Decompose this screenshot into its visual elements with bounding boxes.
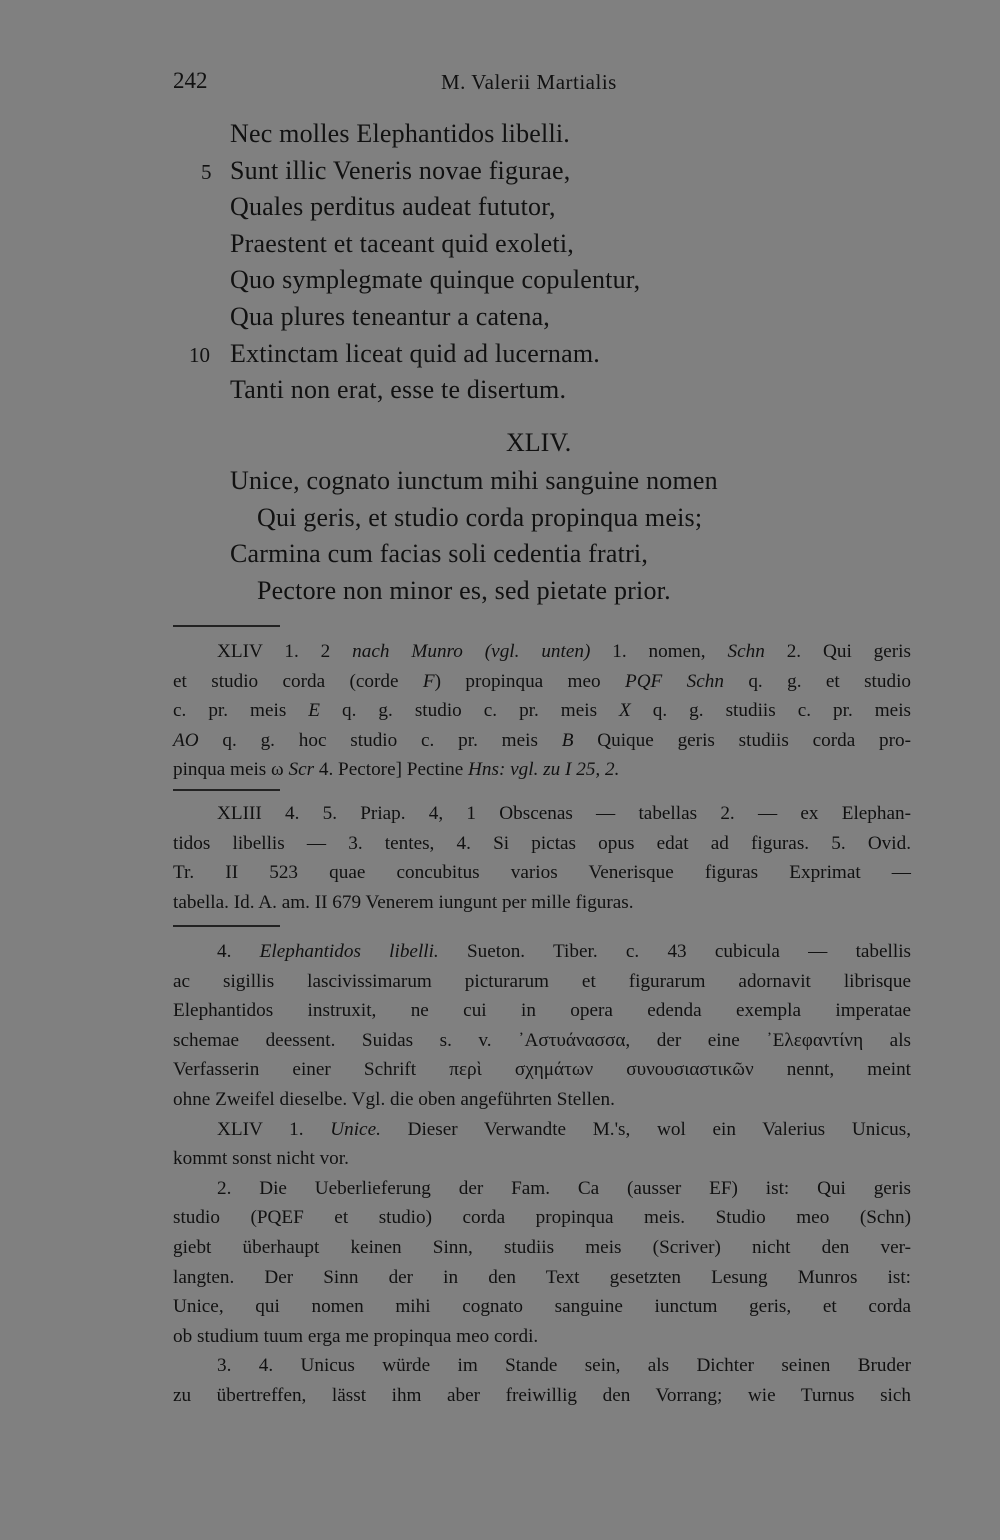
italic-span: Unice. bbox=[330, 1118, 381, 1140]
text-line: tabella. Id. A. am. II 679 Venerem iungunt per mille figuras. bbox=[173, 891, 634, 913]
text-line: Tr. II 523 quae concubitus varios Venerisque figuras Exprimat — bbox=[173, 862, 911, 884]
italic-span: X bbox=[619, 700, 631, 722]
italic-span: F bbox=[422, 670, 435, 692]
parallel-passages bbox=[173, 799, 911, 917]
text-line: c. pr. meis E q. g. studio c. pr. meis X q. g. studiis c. pr. meis bbox=[173, 700, 911, 722]
text-line: Elephantidos instruxit, ne cui in opera edenda exempla imperatae bbox=[173, 1000, 911, 1022]
text-line: ob studium tuum erga me propinqua meo cordi. bbox=[173, 1325, 539, 1347]
italic-span: AO bbox=[173, 729, 199, 751]
italic-span: E bbox=[308, 700, 321, 722]
verse-line: Tanti non erat, esse te disertum. bbox=[230, 375, 567, 405]
text-line: Unice, qui nomen mihi cognato sanguine iunctum geris, et corda bbox=[173, 1296, 911, 1318]
text-line: XLIII 4. 5. Priap. 4, 1 Obscenas — tabellas 2. — ex Elephan- bbox=[217, 803, 911, 824]
verse-line: Unice, cognato iunctum mihi sanguine nomen bbox=[230, 466, 718, 495]
text-line: pinqua meis ω Scr 4. Pectore] Pectine Hns: vgl. zu I 25, 2. bbox=[173, 759, 620, 781]
text-line: tidos libellis — 3. tentes, 4. Si pictas opus edat ad figuras. 5. Ovid. bbox=[173, 832, 911, 854]
verse-line: Quo symplegmate quinque copulentur, bbox=[230, 265, 641, 295]
critical-apparatus bbox=[173, 637, 911, 785]
page-number: 242 bbox=[173, 68, 208, 93]
text-line: XLIV 1. Unice. Dieser Verwandte M.'s, wol ein Valerius Unicus, bbox=[217, 1118, 911, 1140]
text-line: et studio corda (corde F) propinqua meo PQF Schn q. g. et studio bbox=[173, 670, 911, 692]
text-line: zu übertreffen, lässt ihm aber freiwillig den Vorrang; wie Turnus sich bbox=[173, 1384, 911, 1406]
italic-span: Elephantidos libelli. bbox=[259, 941, 439, 962]
text-line: 3. 4. Unicus würde im Stande sein, als Dichter seinen Bruder bbox=[217, 1355, 911, 1377]
italic-span: Scr bbox=[288, 759, 315, 781]
text-line: ohne Zweifel dieselbe. Vgl. die oben angeführten Stellen. bbox=[173, 1088, 615, 1110]
line-number: 10 bbox=[189, 342, 210, 367]
verse-line: Quales perditus audeat fututor, bbox=[230, 192, 556, 222]
running-title: M. Valerii Martialis bbox=[441, 70, 617, 94]
section-rule bbox=[173, 625, 280, 627]
verse-line: Praestent et taceant quid exoleti, bbox=[230, 228, 574, 258]
verse-line: Pectore non minor es, sed pietate prior. bbox=[257, 575, 671, 605]
italic-span: nach Munro (vgl. unten) bbox=[352, 641, 591, 662]
poem-xliv-title: XLIV. bbox=[506, 428, 572, 457]
text-line: Verfasserin einer Schrift περὶ σχημάτων συνουσιαστικῶν nennt, meint bbox=[173, 1059, 911, 1081]
verse-line: Qua plures teneantur a catena, bbox=[230, 302, 551, 331]
commentary bbox=[173, 937, 911, 1411]
text-line: ac sigillis lascivissimarum picturarum et figurarum adornavit librisque bbox=[173, 970, 911, 992]
italic-span: PQF Schn bbox=[624, 670, 724, 692]
section-rule bbox=[173, 789, 280, 791]
verse-line: Carmina cum facias soli cedentia fratri, bbox=[230, 539, 649, 569]
text-line: 2. Die Ueberlieferung der Fam. Ca (ausser EF) ist: Qui geris bbox=[217, 1177, 911, 1199]
text-line: kommt sonst nicht vor. bbox=[173, 1148, 349, 1170]
text-line: AO q. g. hoc studio c. pr. meis B Quique geris studiis corda pro- bbox=[173, 729, 911, 751]
verse-line: Nec molles Elephantidos libelli. bbox=[230, 119, 570, 148]
line-number: 5 bbox=[201, 159, 212, 184]
text-line: 4. Elephantidos libelli. Sueton. Tiber. c. 43 cubicula — tabellis bbox=[217, 941, 911, 962]
italic-span: Schn bbox=[727, 641, 765, 662]
section-rule bbox=[173, 925, 280, 927]
text-line: XLIV 1. 2 nach Munro (vgl. unten) 1. nomen, Schn 2. Qui geris bbox=[217, 641, 911, 662]
text-line: langten. Der Sinn der in den Text gesetzten Lesung Munros ist: bbox=[173, 1266, 911, 1288]
italic-span: B bbox=[561, 729, 574, 751]
italic-span: Hns: vgl. zu I 25, 2. bbox=[468, 759, 620, 781]
verse-line: Sunt illic Veneris novae figurae, bbox=[230, 155, 571, 185]
verse-line: Extinctam liceat quid ad lucernam. bbox=[230, 338, 600, 368]
text-line: giebt überhaupt keinen Sinn, studiis meis (Scriver) nicht den ver- bbox=[173, 1236, 911, 1258]
text-line: schemae deessent. Suidas s. v. ᾿Αστυάνασσα, der eine ᾿Ελεφαντίνη als bbox=[173, 1029, 911, 1051]
verse-line: Qui geris, et studio corda propinqua meis; bbox=[257, 502, 703, 532]
text-line: studio (PQEF et studio) corda propinqua meis. Studio meo (Schn) bbox=[173, 1207, 911, 1229]
